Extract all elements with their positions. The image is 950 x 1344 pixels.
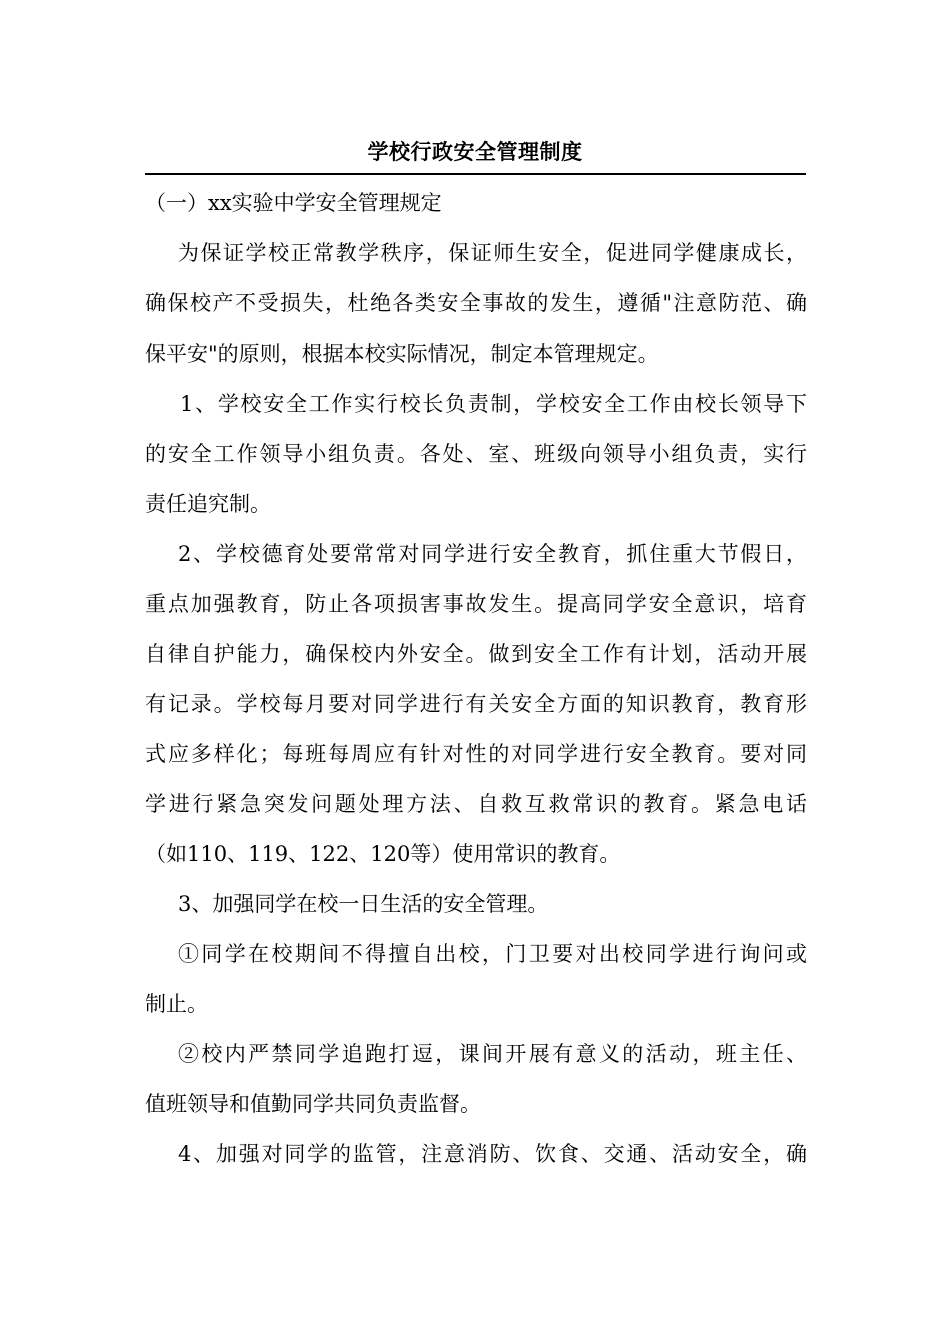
paragraph-line: 制止。 — [145, 992, 208, 1016]
paragraph-line: ①同学在校期间不得擅自出校，门卫要对出校同学进行询问或 — [178, 942, 807, 966]
paragraph-line: （如110、119、122、120等）使用常识的教育。 — [145, 842, 621, 866]
paragraph-line: 3、加强同学在校一日生活的安全管理。 — [178, 892, 549, 916]
paragraph-line: 1、学校安全工作实行校长负责制，学校安全工作由校长领导下 — [180, 392, 807, 416]
paragraph-line: 的安全工作领导小组负责。各处、室、班级向领导小组负责，实行 — [145, 442, 807, 466]
paragraph-line: 值班领导和值勤同学共同负责监督。 — [145, 1092, 481, 1116]
paragraph-line: 式应多样化；每班每周应有针对性的对同学进行安全教育。要对同 — [145, 742, 807, 766]
paragraph-line: 为保证学校正常教学秩序，保证师生安全，促进同学健康成长， — [178, 241, 807, 265]
paragraph-line: ②校内严禁同学追跑打逗，课间开展有意义的活动，班主任、 — [178, 1042, 807, 1066]
title-divider — [145, 173, 806, 175]
paragraph-line: 自律自护能力，确保校内外安全。做到安全工作有计划，活动开展 — [145, 642, 807, 666]
paragraph-line: 2、学校德育处要常常对同学进行安全教育，抓住重大节假日， — [178, 542, 807, 566]
paragraph-line: 有记录。学校每月要对同学进行有关安全方面的知识教育，教育形 — [145, 692, 807, 716]
paragraph-line: 重点加强教育，防止各项损害事故发生。提高同学安全意识，培育 — [145, 592, 807, 616]
document-title: 学校行政安全管理制度 — [367, 139, 583, 164]
section-heading: （一）xx实验中学安全管理规定 — [145, 191, 442, 215]
paragraph-line: 4、加强对同学的监管，注意消防、饮食、交通、活动安全，确 — [178, 1142, 807, 1166]
paragraph-line: 确保校产不受损失，杜绝各类安全事故的发生，遵循"注意防范、确 — [145, 291, 807, 315]
paragraph-line: 保平安"的原则，根据本校实际情况，制定本管理规定。 — [145, 342, 659, 366]
paragraph-line: 责任追究制。 — [145, 492, 271, 516]
paragraph-line: 学进行紧急突发问题处理方法、自救互救常识的教育。紧急电话 — [145, 792, 807, 816]
